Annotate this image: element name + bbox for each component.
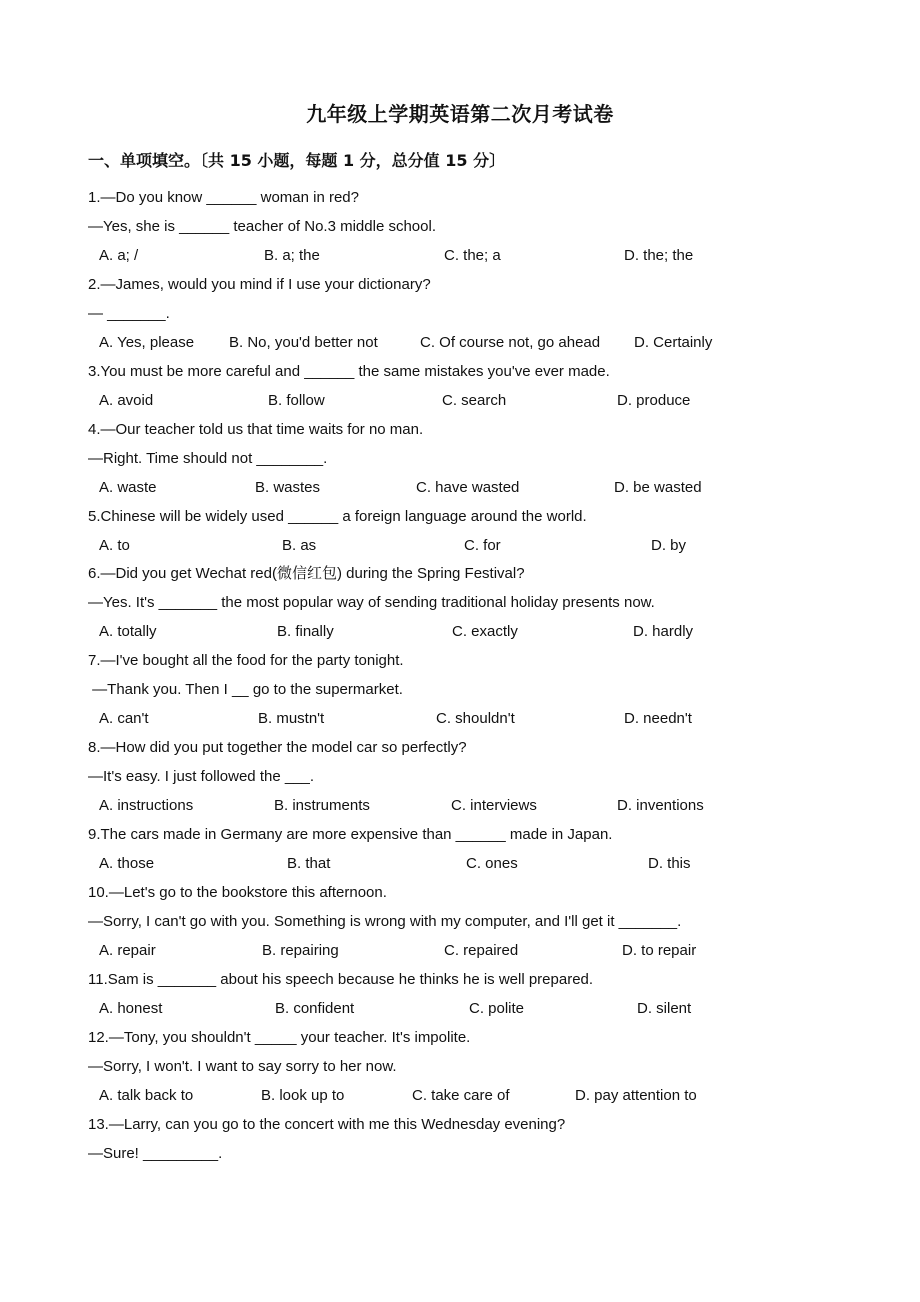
question-13-line-2: —Sure! _________. xyxy=(88,1145,223,1162)
question-11-line-1: 11.Sam is _______ about his speech because he thinks he is well prepared. xyxy=(88,971,594,988)
question-2-line-2: — _______. xyxy=(88,305,170,322)
question-3-option-a: A. avoid xyxy=(99,392,154,409)
question-1-option-c: C. the; a xyxy=(444,247,501,264)
question-8-option-b: B. instruments xyxy=(274,797,370,814)
exam-title: 九年级上学期英语第二次月考试卷 xyxy=(306,102,614,126)
question-3-option-c: C. search xyxy=(442,392,507,409)
question-12-line-2: —Sorry, I won't. I want to say sorry to her now. xyxy=(88,1058,397,1075)
question-11-option-b: B. confident xyxy=(275,1000,355,1017)
question-8-option-c: C. interviews xyxy=(451,797,537,814)
question-5-option-b: B. as xyxy=(282,537,317,554)
question-13-line-1: 13.—Larry, can you go to the concert with me this Wednesday evening? xyxy=(88,1116,566,1133)
question-7-option-a: A. can't xyxy=(99,710,149,727)
question-9-option-b: B. that xyxy=(287,855,331,872)
question-4-line-2: —Right. Time should not ________. xyxy=(88,450,328,467)
question-9-option-d: D. this xyxy=(648,855,691,872)
question-2-option-b: B. No, you'd better not xyxy=(229,334,378,351)
question-11-option-c: C. polite xyxy=(469,1000,525,1017)
question-9-option-c: C. ones xyxy=(466,855,518,872)
question-11-option-d: D. silent xyxy=(637,1000,692,1017)
question-4-line-1: 4.—Our teacher told us that time waits for no man. xyxy=(88,421,424,438)
question-3-option-b: B. follow xyxy=(268,392,325,409)
question-2-option-d: D. Certainly xyxy=(634,334,713,351)
question-10-option-a: A. repair xyxy=(99,942,156,959)
question-6-option-a: A. totally xyxy=(99,623,157,640)
question-5-option-d: D. by xyxy=(651,537,687,554)
question-7-option-d: D. needn't xyxy=(624,710,692,727)
question-6-line-1: 6.—Did you get Wechat red(微信红包) during the Spring Festival? xyxy=(88,565,525,582)
section-heading: 一、单项填空。〔共 15 小题，每题 1 分，总分值 15 分〕 xyxy=(88,151,506,170)
question-12-line-1: 12.—Tony, you shouldn't _____ your teacher. It's impolite. xyxy=(88,1029,471,1046)
question-7-option-c: C. shouldn't xyxy=(436,710,515,727)
question-12-option-a: A. talk back to xyxy=(99,1087,194,1104)
question-7-line-2: —Thank you. Then I __ go to the supermarket. xyxy=(88,681,403,698)
question-1-option-d: D. the; the xyxy=(624,247,694,264)
question-7-line-1: 7.—I've bought all the food for the party tonight. xyxy=(88,652,404,669)
question-8-line-1: 8.—How did you put together the model car so perfectly? xyxy=(88,739,467,756)
question-10-line-2: —Sorry, I can't go with you. Something is wrong with my computer, and I'll get it _______. xyxy=(88,913,682,930)
question-6-option-d: D. hardly xyxy=(633,623,694,640)
question-4-option-b: B. wastes xyxy=(255,479,321,496)
question-6-option-b: B. finally xyxy=(277,623,334,640)
question-11-option-a: A. honest xyxy=(99,1000,163,1017)
question-10-option-c: C. repaired xyxy=(444,942,519,959)
question-10-line-1: 10.—Let's go to the bookstore this afternoon. xyxy=(88,884,387,901)
question-6-line-2: —Yes. It's _______ the most popular way of sending traditional holiday presents now. xyxy=(88,594,655,611)
question-3-option-d: D. produce xyxy=(617,392,691,409)
question-5-option-c: C. for xyxy=(464,537,501,554)
question-2-option-a: A. Yes, please xyxy=(99,334,195,351)
question-9-option-a: A. those xyxy=(99,855,155,872)
question-12-option-b: B. look up to xyxy=(261,1087,345,1104)
question-8-option-d: D. inventions xyxy=(617,797,704,814)
question-1-line-2: —Yes, she is ______ teacher of No.3 middle school. xyxy=(88,218,436,235)
question-9-line-1: 9.The cars made in Germany are more expensive than ______ made in Japan. xyxy=(88,826,613,843)
question-4-option-a: A. waste xyxy=(99,479,157,496)
question-2-option-c: C. Of course not, go ahead xyxy=(420,334,601,351)
question-1-option-a: A. a; / xyxy=(99,247,139,264)
question-5-line-1: 5.Chinese will be widely used ______ a foreign language around the world. xyxy=(88,508,587,525)
question-10-option-b: B. repairing xyxy=(262,942,339,959)
question-6-option-c: C. exactly xyxy=(452,623,518,640)
question-1-line-1: 1.—Do you know ______ woman in red? xyxy=(88,189,359,206)
question-4-option-c: C. have wasted xyxy=(416,479,520,496)
question-1-option-b: B. a; the xyxy=(264,247,320,264)
question-7-option-b: B. mustn't xyxy=(258,710,325,727)
question-3-line-1: 3.You must be more careful and ______ the same mistakes you've ever made. xyxy=(88,363,610,380)
question-4-option-d: D. be wasted xyxy=(614,479,702,496)
question-2-line-1: 2.—James, would you mind if I use your dictionary? xyxy=(88,276,431,293)
question-5-option-a: A. to xyxy=(99,537,130,554)
question-8-option-a: A. instructions xyxy=(99,797,194,814)
question-8-line-2: —It's easy. I just followed the ___. xyxy=(88,768,315,785)
question-12-option-c: C. take care of xyxy=(412,1087,510,1104)
question-10-option-d: D. to repair xyxy=(622,942,697,959)
question-12-option-d: D. pay attention to xyxy=(575,1087,697,1104)
